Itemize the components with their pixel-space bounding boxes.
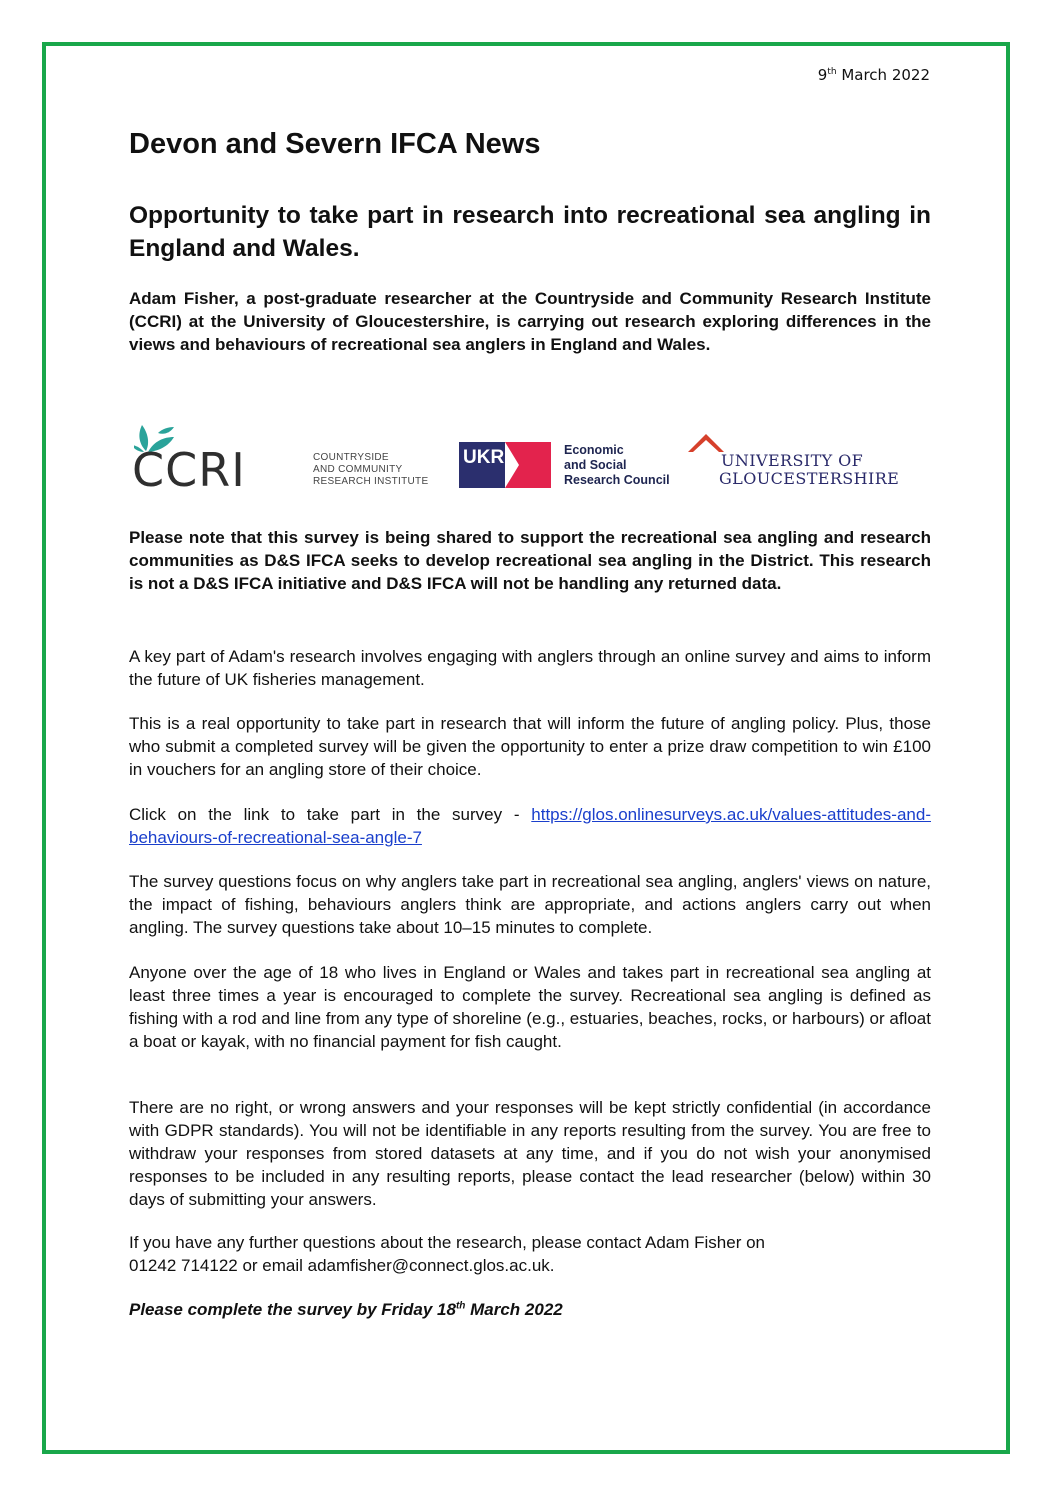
ukri-logo	[459, 442, 551, 488]
research-paragraph: A key part of Adam's research involves engaging with anglers through an online survey and aims to inform the future of UK fisheries management.	[129, 647, 931, 689]
ccri-subtitle: COUNTRYSIDE AND COMMUNITY RESEARCH INSTITUTE	[313, 452, 429, 487]
confidentiality-paragraph: There are no right, or wrong answers and your responses will be kept strictly confidential (in accordance with GDPR standards). You will not be identifiable in any reports resulting from the survey. You are free to withdraw your responses from stored datasets at any time, and if you do not wish your anonymised responses to be included in any resulting reports, please contact the lead researcher (below) within 30 days of submitting your answers.	[129, 1098, 931, 1209]
ukri-logo-text-top: UKRI	[463, 447, 510, 468]
survey-link-paragraph: Click on the link to take part in the survey - https://glos.onlinesurveys.ac.uk/values-attitudes-and-behaviours-of-recreational-sea-angle-7	[129, 805, 931, 847]
article-subtitle: Opportunity to take part in research into recreational sea angling in England and Wales.	[129, 202, 931, 262]
esrc-logo: Economic and Social Research Council	[564, 443, 670, 487]
intro-paragraph: Adam Fisher, a post-graduate researcher at the Countryside and Community Research Institute (CCRI) at the University of Gloucestershire, is carrying out research exploring differences in the views and behaviours of recreational sea anglers in England and Wales.	[129, 289, 931, 354]
survey-link[interactable]: https://glos.onlinesurveys.ac.uk/values-attitudes-and-behaviours-of-recreational-sea-angle-7	[129, 805, 931, 847]
document-date: 9th March 2022	[817, 66, 930, 84]
opportunity-paragraph: This is a real opportunity to take part in research that will inform the future of angling policy. Plus, those who submit a completed survey will be given the opportunity to enter a prize draw competition to win £100 in vouchers for an angling store of their choice.	[129, 714, 931, 779]
page-title: Devon and Severn IFCA News	[129, 128, 541, 160]
ccri-logo: CCRI	[132, 443, 246, 497]
university-roof-icon	[686, 430, 726, 454]
deadline-notice: Please complete the survey by Friday 18th March 2022	[129, 1300, 563, 1319]
survey-questions-paragraph: The survey questions focus on why anglers take part in recreational sea angling, anglers' views on nature, the impact of fishing, behaviours anglers think are appropriate, and actions anglers carry out when angling. The survey questions take about 10–15 minutes to complete.	[129, 872, 931, 937]
notice-paragraph: Please note that this survey is being shared to support the recreational sea angling and research communities as D&S IFCA seeks to develop recreational sea angling in the District. This research is not a D&S IFCA initiative and D&S IFCA will not be handling any returned data.	[129, 528, 931, 593]
eligibility-paragraph: Anyone over the age of 18 who lives in England or Wales and takes part in recreational sea angling at least three times a year is encouraged to complete the survey. Recreational sea angling is defined as fishing with a rod and line from any type of shoreline (e.g., estuaries, beaches, rocks, or harbours) or afloat a boat or kayak, with no financial payment for fish caught.	[129, 963, 931, 1051]
university-of-gloucestershire-logo: UNIVERSITY OF GLOUCESTERSHIRE	[719, 451, 900, 488]
contact-paragraph: If you have any further questions about the research, please contact Adam Fisher on 01242 714122 or email adamfisher@connect.glos.ac.uk.	[129, 1233, 765, 1275]
